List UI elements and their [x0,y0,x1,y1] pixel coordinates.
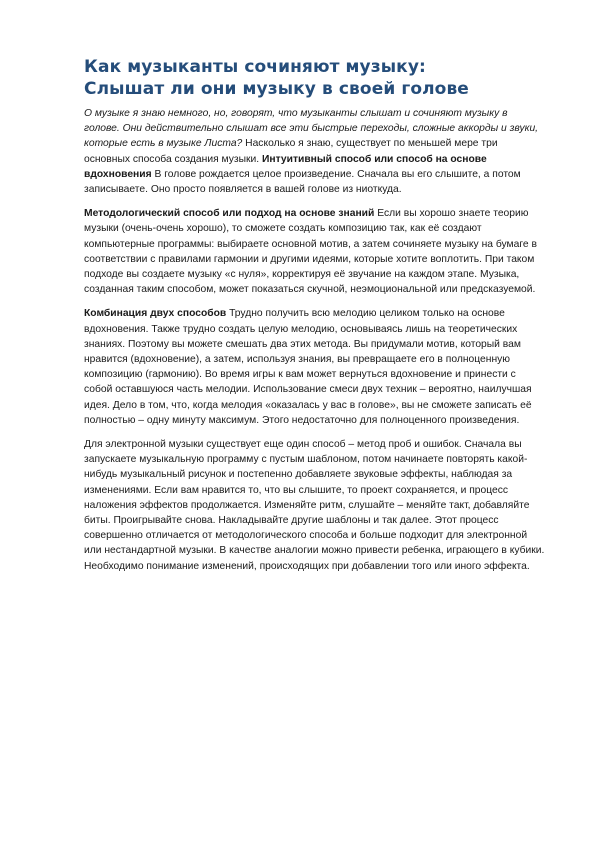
intuitive-method-text: В голове рождается целое произведение. Сначала вы его слышите, а потом записываете. Оно просто появляется в вашей голове из ниоткуда. [84,168,521,196]
paragraph-electronic [84,437,546,574]
intro-italic-question: О музыке я знаю немного, но, говорят, что музыканты слышат и сочиняют музыку в голове. Они действительно слышат все эти быстрые переходы, сложные аккорды и звуки, которые есть в музыке Листа? [84,108,539,150]
article-title [84,56,546,100]
intuitive-method-heading: Интуитивный способ или способ на основе вдохновения [84,153,487,180]
electronic-method-text: Для электронной музыки существует еще один способ – метод проб и ошибок. Сначала вы запускаете музыкальную программу с пустым шаблоном, потом начинаете повторять какой-нибудь музыкальный рисунок и постепенно добавляете звуковые эффекты, наблюдая за изменениями. Если вам нравится то, что вы слышите, то проект сохраняется, и процесс наложения эффектов продолжается. Изменяйте ритм, слушайте – меняйте такт, добавляйте биты. Проигрывайте снова. Накладывайте другие шаблоны и так далее. Этот процесс совершенно отличается от методологического способа и больше подходит для электронной или нестандартной музыки. В качестве аналогии можно привести ребенка, играющего в кубики. Необходимо понимание изменений, происходящих при добавлении того или иного эффекта. [84,439,545,572]
paragraph-intro [84,106,546,197]
paragraph-methodological [84,206,546,297]
document-page [84,56,546,583]
methodological-method-text: Если вы хорошо знаете теорию музыки (очень-очень хорошо), то сможете создать композицию так, как её создают компьютерные программы: выбираете основной мотив, а затем сочиняете музыку на бумаге в соответствии с правилами гармонии и другими идеями, которые хотите воплотить. При таком подходе вы создаете музыку «с нуля», корректируя её звучание на каждом этапе. Музыка, созданная таким способом, может показаться скучной, неэмоциональной или предсказуемой. [84,208,537,296]
methodological-method-heading: Методологический способ или подход на основе знаний [84,208,375,220]
combination-method-heading: Комбинация двух способов [84,308,227,320]
combination-method-text: Трудно получить всю мелодию целиком только на основе вдохновения. Также трудно создать целую мелодию, основываясь лишь на теоретических знаниях. Поэтому вы можете смешать два этих метода. Вы придумали мотив, который вам нравится (вдохновение), а затем, используя знания, вы превращаете его в полноценную композицию (гармонию). Во время игры к вам может вернуться вдохновение и принести с собой оставшуюся часть мелодии. Использование смеси двух техник – вероятно, наилучшая идея. Дело в том, что, когда мелодия «оказалась у вас в голове», вы не сможете записать её полностью – одну минуту максимум. Этого недостаточно для полноценного произведения. [84,308,532,426]
article-title-line-1: Как музыканты сочиняют музыку: [84,57,426,77]
article-title-line-2: Слышат ли они музыку в своей голове [84,79,469,99]
paragraph-combination [84,306,546,428]
intro-text: Насколько я знаю, существует по меньшей мере три основных способа создания музыки. [84,138,498,165]
